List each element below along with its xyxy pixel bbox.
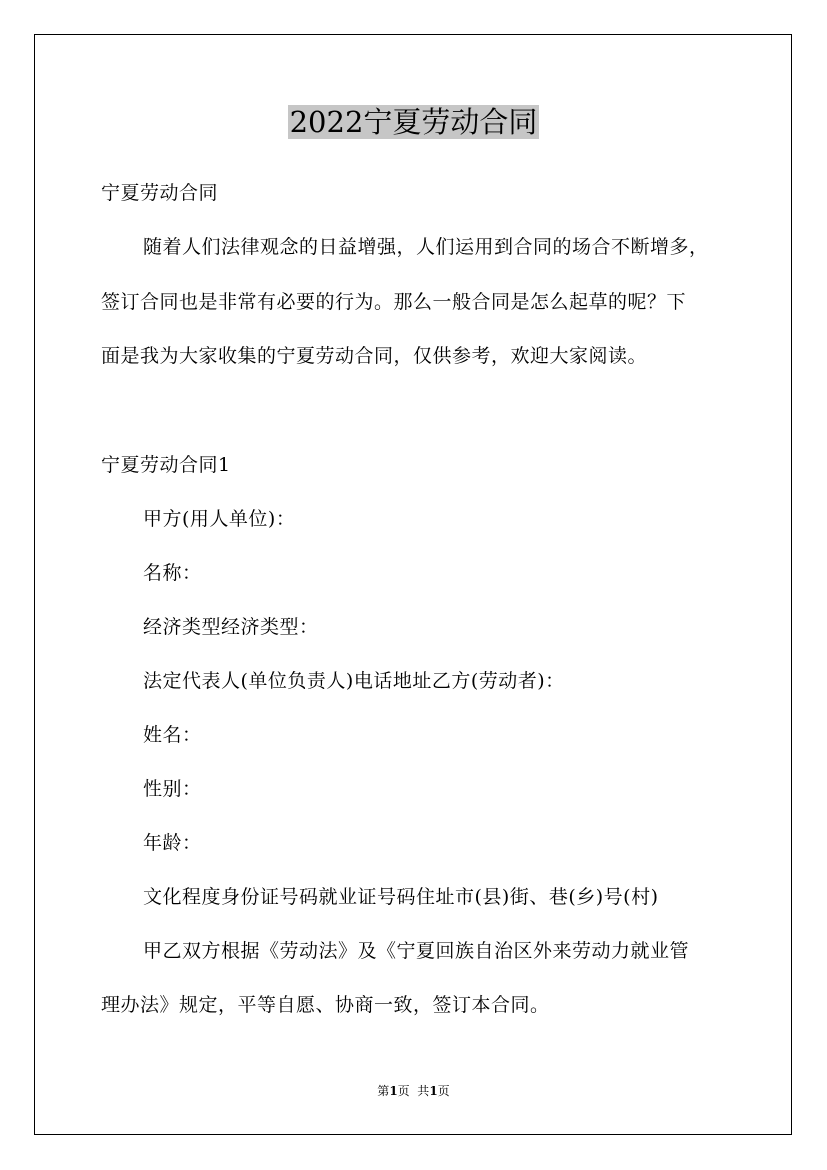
title-text: 2022宁夏劳动合同 xyxy=(289,105,538,139)
page-footer xyxy=(0,1083,827,1099)
paragraph-line: 甲乙双方根据《劳动法》及《宁夏回族自治区外来劳动力就业管 xyxy=(143,940,690,962)
footer-total-pages: 1 xyxy=(429,1084,438,1098)
paragraph-line: 面是我为大家收集的宁夏劳动合同，仅供参考，欢迎大家阅读。 xyxy=(101,345,648,367)
paragraph-line: 随着人们法律观念的日益增强，人们运用到合同的场合不断增多， xyxy=(143,236,709,258)
footer-mid: 页 共 xyxy=(397,1084,430,1098)
party-a-label: 甲方(用人单位)： xyxy=(143,508,296,530)
contract-heading: 宁夏劳动合同1 xyxy=(101,454,231,476)
economic-type-label: 经济类型经济类型： xyxy=(143,616,319,638)
footer-suffix: 页 xyxy=(437,1084,450,1098)
footer-page-number: 1 xyxy=(389,1084,398,1098)
footer-prefix: 第 xyxy=(377,1084,390,1098)
surname-label: 姓名： xyxy=(143,724,202,746)
gender-label: 性别： xyxy=(143,778,202,800)
paragraph-line: 签订合同也是非常有必要的行为。那么一般合同是怎么起草的呢？下 xyxy=(101,291,687,313)
document-title xyxy=(0,101,827,143)
paragraph-line: 理办法》规定，平等自愿、协商一致，签订本合同。 xyxy=(101,994,550,1016)
name-field-label: 名称： xyxy=(143,562,202,584)
age-label: 年龄： xyxy=(143,832,202,854)
education-id-address-label: 文化程度身份证号码就业证号码住址市(县)街、巷(乡)号(村) xyxy=(143,886,659,908)
section-heading: 宁夏劳动合同 xyxy=(101,182,219,204)
legal-representative-label: 法定代表人(单位负责人)电话地址乙方(劳动者)： xyxy=(143,670,565,692)
